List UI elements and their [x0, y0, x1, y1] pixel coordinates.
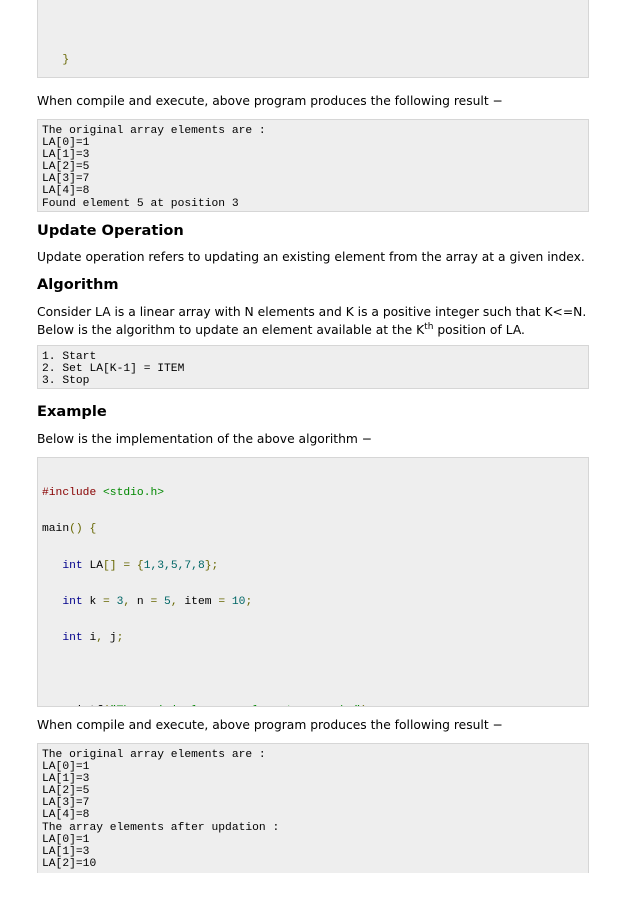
output-line: LA[4]=8 — [42, 185, 90, 198]
output-line: LA[3]=7 — [42, 173, 90, 186]
code-token: int — [62, 559, 83, 572]
code-token: [] — [103, 559, 117, 572]
code-token: = — [150, 596, 158, 609]
code-line — [42, 632, 584, 644]
output-line: LA[0]=1 — [42, 137, 90, 150]
code-token: main — [42, 523, 70, 536]
algorithm-desc-text: Consider LA is a linear array with N elements and K is a positive integer such that K<=N. Below is the algorithm to update an element available at the K — [37, 305, 587, 337]
output-line: Found element 5 at position 3 — [42, 197, 239, 210]
output-line: LA[0]=1 — [42, 833, 90, 846]
code-token: , — [170, 596, 178, 609]
code-token: } — [42, 54, 70, 67]
code-line — [42, 705, 584, 707]
result-intro: When compile and execute, above program produces the following result − — [37, 94, 503, 108]
code-token: 1,3,5,7,8 — [143, 559, 205, 572]
output-line: LA[1]=3 — [42, 773, 90, 786]
superscript: th — [424, 321, 434, 332]
algorithm-description — [37, 303, 597, 339]
output-line: LA[2]=5 — [42, 785, 90, 798]
output-line: LA[0]=1 — [42, 761, 90, 774]
code-token: <stdio.h> — [103, 487, 165, 500]
example-code-block — [37, 457, 589, 707]
algorithm-step: 2. Set LA[K-1] = ITEM — [42, 363, 185, 376]
section-heading-algorithm — [37, 276, 119, 294]
code-token: , — [123, 596, 131, 609]
code-token: { — [89, 523, 97, 536]
code-token: ; — [116, 632, 124, 645]
code-token: int — [62, 596, 83, 609]
example-description: Below is the implementation of the above algorithm − — [37, 432, 373, 446]
code-token: 10 — [225, 596, 246, 609]
code-token — [110, 705, 361, 707]
section-heading-example: Example — [37, 403, 107, 420]
algorithm-step: 3. Stop — [42, 375, 90, 388]
code-token: = — [103, 596, 110, 609]
code-token: n — [130, 596, 151, 609]
output-block-update — [37, 743, 589, 873]
result-intro: When compile and execute, above program produces the following result − — [37, 718, 503, 732]
code-line — [42, 560, 584, 572]
code-token: k — [82, 596, 104, 609]
code-token: i — [82, 632, 97, 645]
code-token: item — [177, 596, 219, 609]
output-line: LA[3]=7 — [42, 797, 90, 810]
output-line: The original array elements are : — [42, 125, 266, 137]
algorithm-step: 1. Start — [42, 351, 97, 363]
code-token: LA — [82, 559, 104, 572]
code-token: 5 — [157, 596, 171, 609]
code-token — [62, 705, 103, 707]
code-token: = { — [116, 559, 144, 572]
output-line: LA[4]=8 — [42, 809, 90, 822]
code-block-search-tail — [37, 0, 589, 78]
code-line — [42, 596, 584, 608]
output-line: LA[2]=5 — [42, 161, 90, 174]
output-line: The original array elements are : — [42, 749, 266, 761]
code-token: #include — [42, 487, 97, 500]
code-line — [42, 523, 584, 535]
output-line: LA[1]=3 — [42, 149, 90, 162]
output-block-search — [37, 119, 589, 212]
algorithm-steps-block — [37, 345, 589, 389]
code-line — [42, 487, 584, 499]
output-line: LA[2]=10 — [42, 857, 97, 870]
code-token: int — [62, 632, 83, 645]
output-line: LA[1]=3 — [42, 845, 90, 858]
algorithm-desc-text: position of LA. — [433, 323, 525, 337]
code-token: = — [218, 596, 226, 609]
code-token: j — [103, 632, 117, 645]
code-token: ; — [245, 596, 253, 609]
heading-text: Algorithm — [37, 276, 119, 293]
code-token: , — [96, 632, 104, 645]
output-line: The array elements after updation : — [42, 821, 280, 834]
update-description: Update operation refers to updating an existing element from the array at a given index. — [37, 250, 585, 264]
code-token: }; — [204, 559, 219, 572]
code-token: () — [69, 523, 83, 536]
code-token: 3 — [109, 596, 124, 609]
section-heading-update: Update Operation — [37, 222, 184, 239]
code-line — [42, 54, 584, 66]
code-line — [42, 669, 584, 681]
